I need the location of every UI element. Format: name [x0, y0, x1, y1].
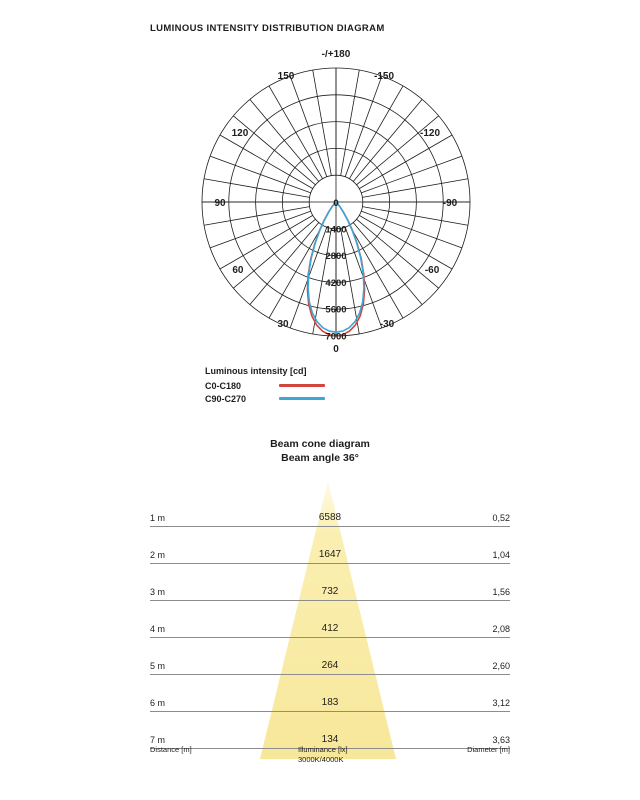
cell-illuminance: 134 — [321, 734, 339, 745]
polar-radial-label: 4200 — [325, 277, 347, 289]
column-header-illuminance — [298, 745, 348, 765]
polar-angle-label: -60 — [424, 265, 440, 276]
beam-angle-subtitle: Beam angle 36° — [281, 452, 359, 464]
table-row — [150, 501, 510, 527]
cell-distance: 1 m — [150, 513, 166, 523]
row-rule — [150, 711, 510, 712]
legend-swatch-c0-c180 — [279, 384, 325, 387]
polar-angle-label: -120 — [420, 128, 441, 139]
row-rule — [150, 674, 510, 675]
cell-diameter: 2,60 — [492, 661, 510, 671]
page-title: LUMINOUS INTENSITY DISTRIBUTION DIAGRAM — [150, 23, 385, 34]
polar-angle-label: 90 — [214, 198, 226, 209]
legend-item-c0-c180 — [205, 379, 405, 392]
table-column-headers — [150, 745, 510, 775]
column-header-distance: Distance [m] — [150, 745, 192, 754]
legend-item-c90-c270 — [205, 392, 405, 405]
cell-distance: 7 m — [150, 735, 166, 745]
table-row — [150, 686, 510, 712]
cell-diameter: 2,08 — [492, 624, 510, 634]
polar-angle-label: -90 — [442, 198, 458, 209]
polar-angle-label: 120 — [231, 128, 249, 139]
cell-diameter: 0,52 — [492, 513, 510, 523]
cell-illuminance: 183 — [321, 697, 339, 708]
polar-radial-label: 7000 — [325, 331, 347, 343]
cell-distance: 4 m — [150, 624, 166, 634]
column-header-diameter: Diameter [m] — [467, 745, 510, 754]
polar-radial-label: 1400 — [325, 224, 347, 236]
row-rule — [150, 563, 510, 564]
polar-radial-label: 5600 — [325, 304, 347, 316]
cell-illuminance: 732 — [321, 586, 339, 597]
cell-illuminance: 412 — [321, 623, 339, 634]
cell-diameter: 3,63 — [492, 735, 510, 745]
polar-angle-label: 150 — [277, 70, 295, 82]
legend-label-c90-c270: C90-C270 — [205, 393, 247, 404]
column-header-illuminance-cct: 3000K/4000K — [298, 755, 344, 764]
table-row — [150, 575, 510, 601]
polar-angle-label: -/+180 — [321, 50, 351, 60]
polar-angle-label: -150 — [373, 70, 395, 82]
cell-diameter: 1,04 — [492, 550, 510, 560]
cell-distance: 6 m — [150, 698, 166, 708]
column-header-illuminance-main: Illuminance [lx] — [298, 745, 348, 754]
table-row — [150, 538, 510, 564]
legend-title: Luminous intensity [cd] — [205, 366, 307, 376]
cell-diameter: 1,56 — [492, 587, 510, 597]
cell-illuminance: 264 — [321, 660, 339, 671]
cell-distance: 5 m — [150, 661, 166, 671]
row-rule — [150, 637, 510, 638]
polar-diagram-svg — [160, 50, 520, 360]
polar-diagram — [160, 50, 520, 360]
table-row — [150, 649, 510, 675]
polar-angle-label: 0 — [333, 344, 339, 355]
legend-label-c0-c180: C0-C180 — [205, 380, 242, 391]
legend-swatch-c90-c270 — [279, 397, 325, 400]
polar-legend — [205, 366, 405, 405]
row-rule — [150, 600, 510, 601]
cell-distance: 2 m — [150, 550, 166, 560]
polar-angle-label: 60 — [232, 265, 244, 276]
cell-distance: 3 m — [150, 587, 166, 597]
table-row — [150, 612, 510, 638]
beam-cone-title: Beam cone diagram — [270, 438, 370, 450]
beam-cone-heading — [0, 437, 640, 465]
cell-illuminance: 1647 — [318, 549, 342, 560]
polar-angle-label: 30 — [277, 319, 289, 331]
polar-centre-label: 0 — [333, 198, 339, 209]
beam-cone-table — [0, 470, 640, 760]
cell-illuminance: 6588 — [318, 512, 342, 523]
row-rule — [150, 526, 510, 527]
polar-radial-label: 2800 — [325, 251, 347, 263]
cell-diameter: 3,12 — [492, 698, 510, 708]
polar-angle-label: -30 — [379, 319, 395, 331]
